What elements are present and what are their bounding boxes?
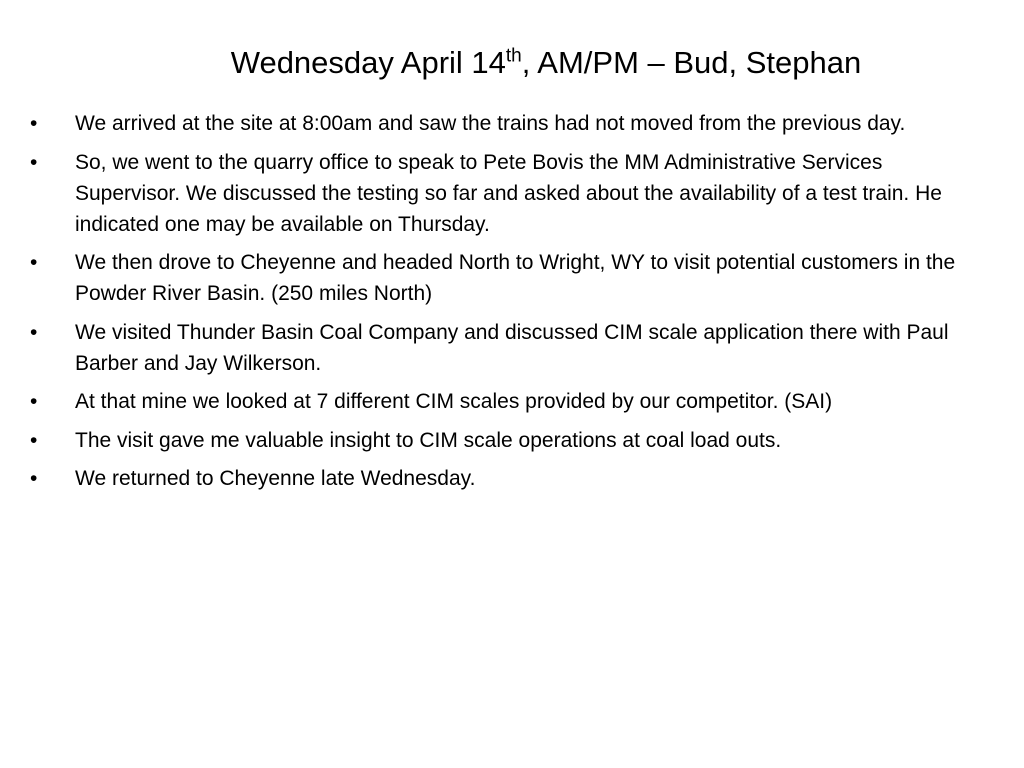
bullet-text: At that mine we looked at 7 different CIM scales provided by our competitor. (SAI) <box>75 390 833 413</box>
bullet-item <box>30 247 990 309</box>
bullet-dot-icon: • <box>30 428 38 452</box>
bullet-text: So, we went to the quarry office to speak to Pete Bovis the MM Administrative Services Supervisor. We discussed the testing so far and asked about the availability of a test train. He indicated one may be available on Thursday. <box>75 150 942 236</box>
bullet-dot-icon: • <box>30 320 38 344</box>
bullet-dot-icon: • <box>30 390 38 413</box>
bullet-item <box>30 147 990 240</box>
bullet-dot-icon: • <box>30 467 38 490</box>
bullet-text: We arrived at the site at 8:00am and saw the trains had not moved from the previous day. <box>75 112 906 135</box>
bullet-item <box>30 317 990 379</box>
title-superscript: th <box>505 45 522 67</box>
bullet-item <box>30 386 990 417</box>
bullet-text: The visit gave me valuable insight to CIM scale operations at coal load outs. <box>75 428 782 452</box>
bullet-text: We visited Thunder Basin Coal Company and discussed CIM scale application there with Paul Barber and Jay Wilkerson. <box>75 320 949 375</box>
title-rest-text: , AM/PM – Bud, Stephan <box>521 45 862 80</box>
bullet-text: We returned to Cheyenne late Wednesday. <box>75 467 476 490</box>
bullet-item <box>30 463 990 494</box>
bullet-dot-icon: • <box>30 150 38 174</box>
title-main-text: Wednesday April 14 <box>230 45 506 80</box>
bullet-item <box>30 425 990 456</box>
bullet-item <box>30 108 990 139</box>
slide-title <box>0 44 1024 81</box>
bullet-dot-icon: • <box>30 112 38 135</box>
bullet-dot-icon: • <box>30 251 38 274</box>
bullet-text: We then drove to Cheyenne and headed North to Wright, WY to visit potential customers in the Powder River Basin. (250 miles North) <box>75 251 956 305</box>
bullet-list <box>30 108 990 502</box>
